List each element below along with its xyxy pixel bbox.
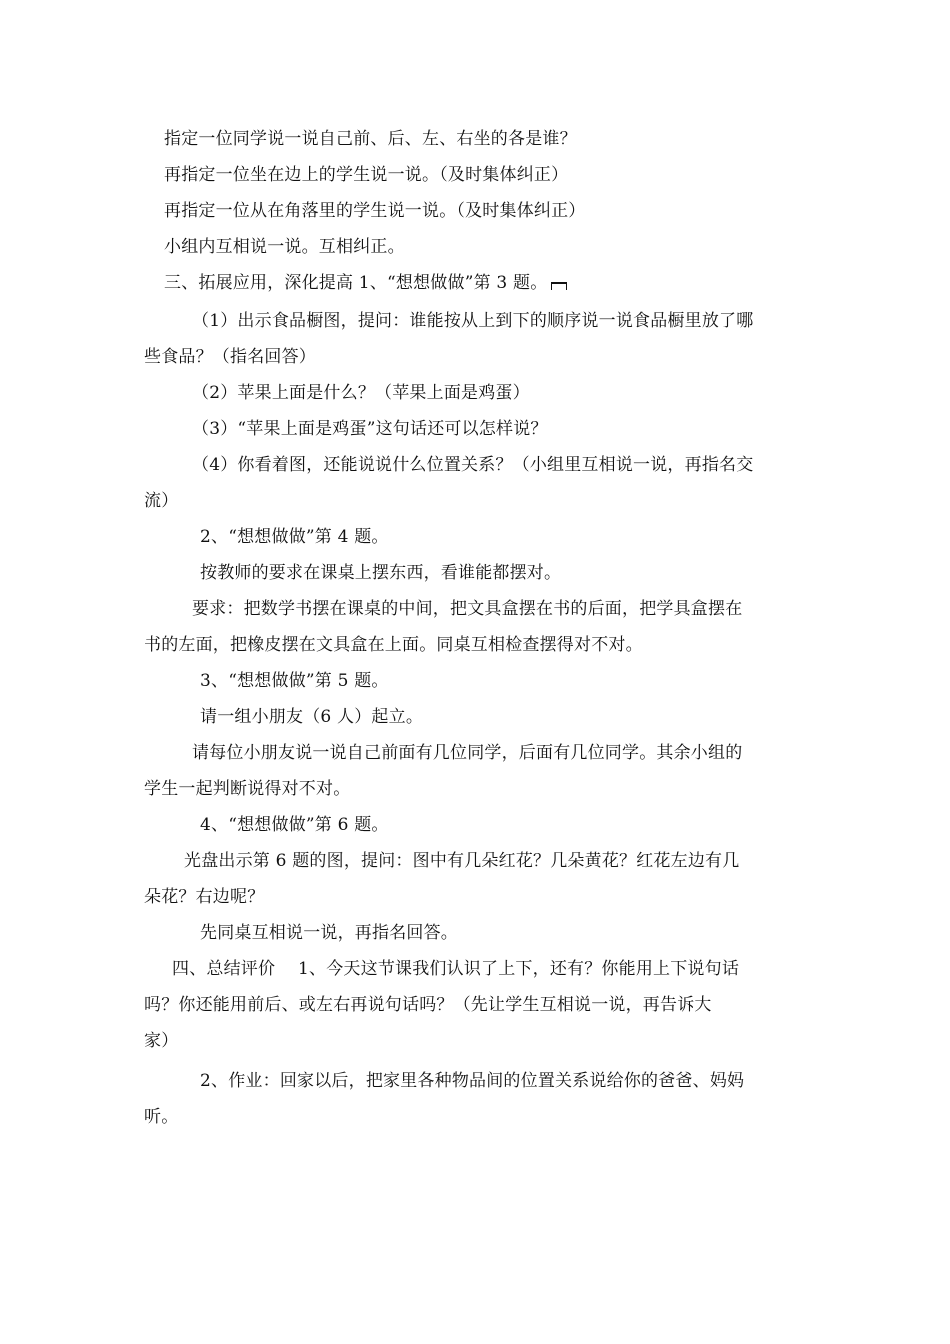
- text-line: 听。: [144, 1107, 179, 1127]
- text-line: 再指定一位从在角落里的学生说一说。（及时集体纠正）: [164, 201, 586, 221]
- text-line: 学生一起判断说得对不对。: [144, 779, 351, 799]
- text-line: 朵花？右边呢？: [144, 887, 265, 907]
- text-line: 请一组小朋友（6 人）起立。: [200, 707, 424, 727]
- text-line: 按教师的要求在课桌上摆东西，看谁能都摆对。: [200, 563, 562, 583]
- text-line: 些食品？（指名回答）: [144, 347, 316, 367]
- text-line: 2、“想想做做”第 4 题。: [200, 527, 389, 547]
- bracket-mark-icon: [551, 282, 567, 290]
- text-line: 流）: [144, 491, 179, 511]
- text-line: 4、“想想做做”第 6 题。: [200, 815, 389, 835]
- text-line: 指定一位同学说一说自己前、后、左、右坐的各是谁？: [164, 129, 577, 149]
- section-heading-line: [164, 272, 567, 294]
- text-line: 吗？你还能用前后、或左右再说句话吗？（先让学生互相说一说，再告诉大: [144, 995, 712, 1015]
- text-line: 光盘出示第 6 题的图，提问：图中有几朵红花？几朵黄花？红花左边有几: [184, 851, 740, 871]
- text-line: 书的左面，把橡皮摆在文具盒在上面。同桌互相检查摆得对不对。: [144, 635, 643, 655]
- section-heading-text: 三、拓展应用，深化提高 1、“想想做做”第 3 题。: [164, 273, 548, 293]
- text-line: （4）你看着图，还能说说什么位置关系？（小组里互相说一说，再指名交: [192, 455, 754, 475]
- text-line: （3）“苹果上面是鸡蛋”这句话还可以怎样说？: [192, 419, 548, 439]
- text-line: 先同桌互相说一说，再指名回答。: [200, 923, 458, 943]
- text-line: 2、作业：回家以后，把家里各种物品间的位置关系说给你的爸爸、妈妈: [200, 1071, 745, 1091]
- text-line: （1）出示食品橱图，提问：谁能按从上到下的顺序说一说食品橱里放了哪: [192, 311, 754, 331]
- text-line: 请每位小朋友说一说自己前面有几位同学，后面有几位同学。其余小组的: [192, 743, 743, 763]
- section-heading-line: 四、总结评价 1、今天这节课我们认识了上下，还有？你能用上下说句话: [172, 959, 740, 979]
- text-line: 再指定一位坐在边上的学生说一说。（及时集体纠正）: [164, 165, 569, 185]
- text-line: 3、“想想做做”第 5 题。: [200, 671, 389, 691]
- text-line: 家）: [144, 1031, 179, 1051]
- text-line: 要求：把数学书摆在课桌的中间，把文具盒摆在书的后面，把学具盒摆在: [192, 599, 743, 619]
- text-line: （2）苹果上面是什么？（苹果上面是鸡蛋）: [192, 383, 530, 403]
- text-line: 小组内互相说一说。互相纠正。: [164, 237, 405, 257]
